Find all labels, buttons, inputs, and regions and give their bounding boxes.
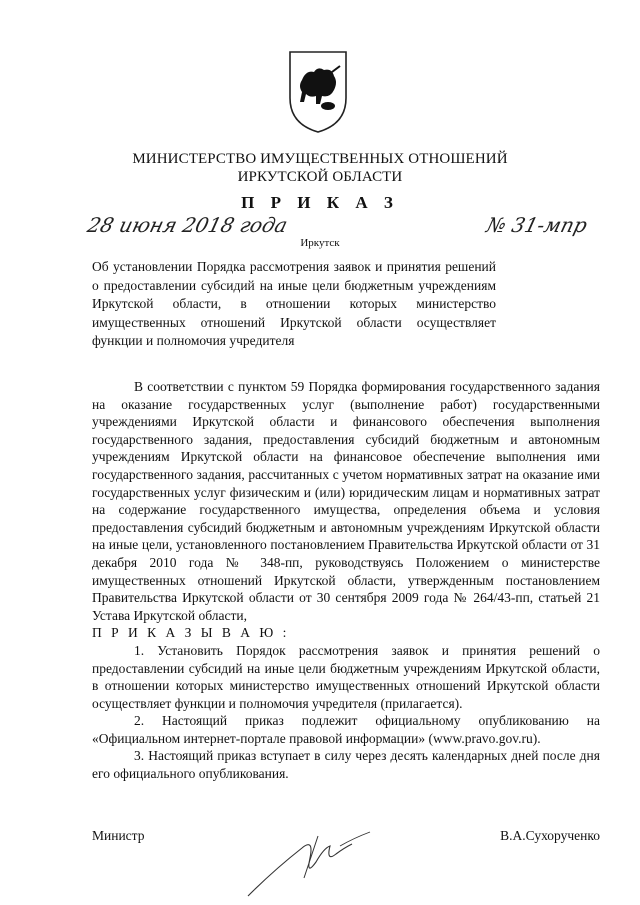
signatory-title: Министр — [92, 828, 145, 843]
handwritten-date: 28 июня 2018 года — [85, 213, 291, 237]
handwritten-signature — [244, 818, 374, 898]
order-item-3: 3. Настоящий приказ вступает в силу через десять календарных дней после дня его официального опубликования. — [92, 748, 600, 782]
preamble-paragraph: В соответствии с пунктом 59 Порядка формирования государственного задания на оказание государственных услуг (выполнение работ) государственными учреждениями Иркутской области и финансового обеспечения выполнения государственного задания, предоставления субсидий бюджетным и автономным учреждениям Иркутской области на финансовое обеспечение выполнения ими государственного задания, рассчитанных с учетом нормативных затрат на оказание ими государственных услуг физическим и (или) юридическим лицам и нормативных затрат на содержание государственного имущества, определения объема и условия предоставления субсидий бюджетным и автономным учреждениям Иркутской области на иные цели, установленного постановлением Правительства Иркутской области от 31 декабря 2010 года № 348-пп, руководствуясь Положением о министерстве имущественных отношений Иркутской области, утвержденным постановлением Правительства Иркутской области от 30 сентября 2009 года № 264/43-пп, статьей 21 Устава Иркутской области, — [92, 379, 600, 623]
order-word: П Р И К А З Ы В А Ю : — [92, 625, 290, 641]
document-type-title: П Р И К А З — [241, 193, 399, 212]
handwritten-order-number: № 31-мпр — [484, 213, 590, 237]
order-body — [92, 378, 600, 783]
signatory-name: В.А.Сухорученко — [500, 828, 600, 843]
order-item-1: 1. Установить Порядок рассмотрения заявок и принятия решений о предоставлении субсидий на иные цели бюджетным учреждениям Иркутской области, в отношении которых министерство имущественных отношений Иркутской области осуществляет функции и полномочия учредителя (прилагается). — [92, 642, 600, 711]
order-subject: Об установлении Порядка рассмотрения заявок и принятия решений о предоставлении субсидий на иные цели бюджетным учреждениям Иркутской области, в отношении которых министерство имущественных отношений Иркутской области осуществляет функции и полномочия учредителя — [92, 259, 496, 348]
city-label: Иркутск — [300, 237, 340, 249]
ministry-name-line2: ИРКУТСКОЙ ОБЛАСТИ — [237, 169, 403, 185]
ministry-name-line1: МИНИСТЕРСТВО ИМУЩЕСТВЕННЫХ ОТНОШЕНИЙ — [132, 151, 508, 167]
order-item-2: 2. Настоящий приказ подлежит официальному опубликованию на «Официальном интернет-портале правовой информации» (www.pravo.gov.ru). — [92, 713, 600, 746]
irkutsk-coat-of-arms-icon — [284, 46, 352, 136]
